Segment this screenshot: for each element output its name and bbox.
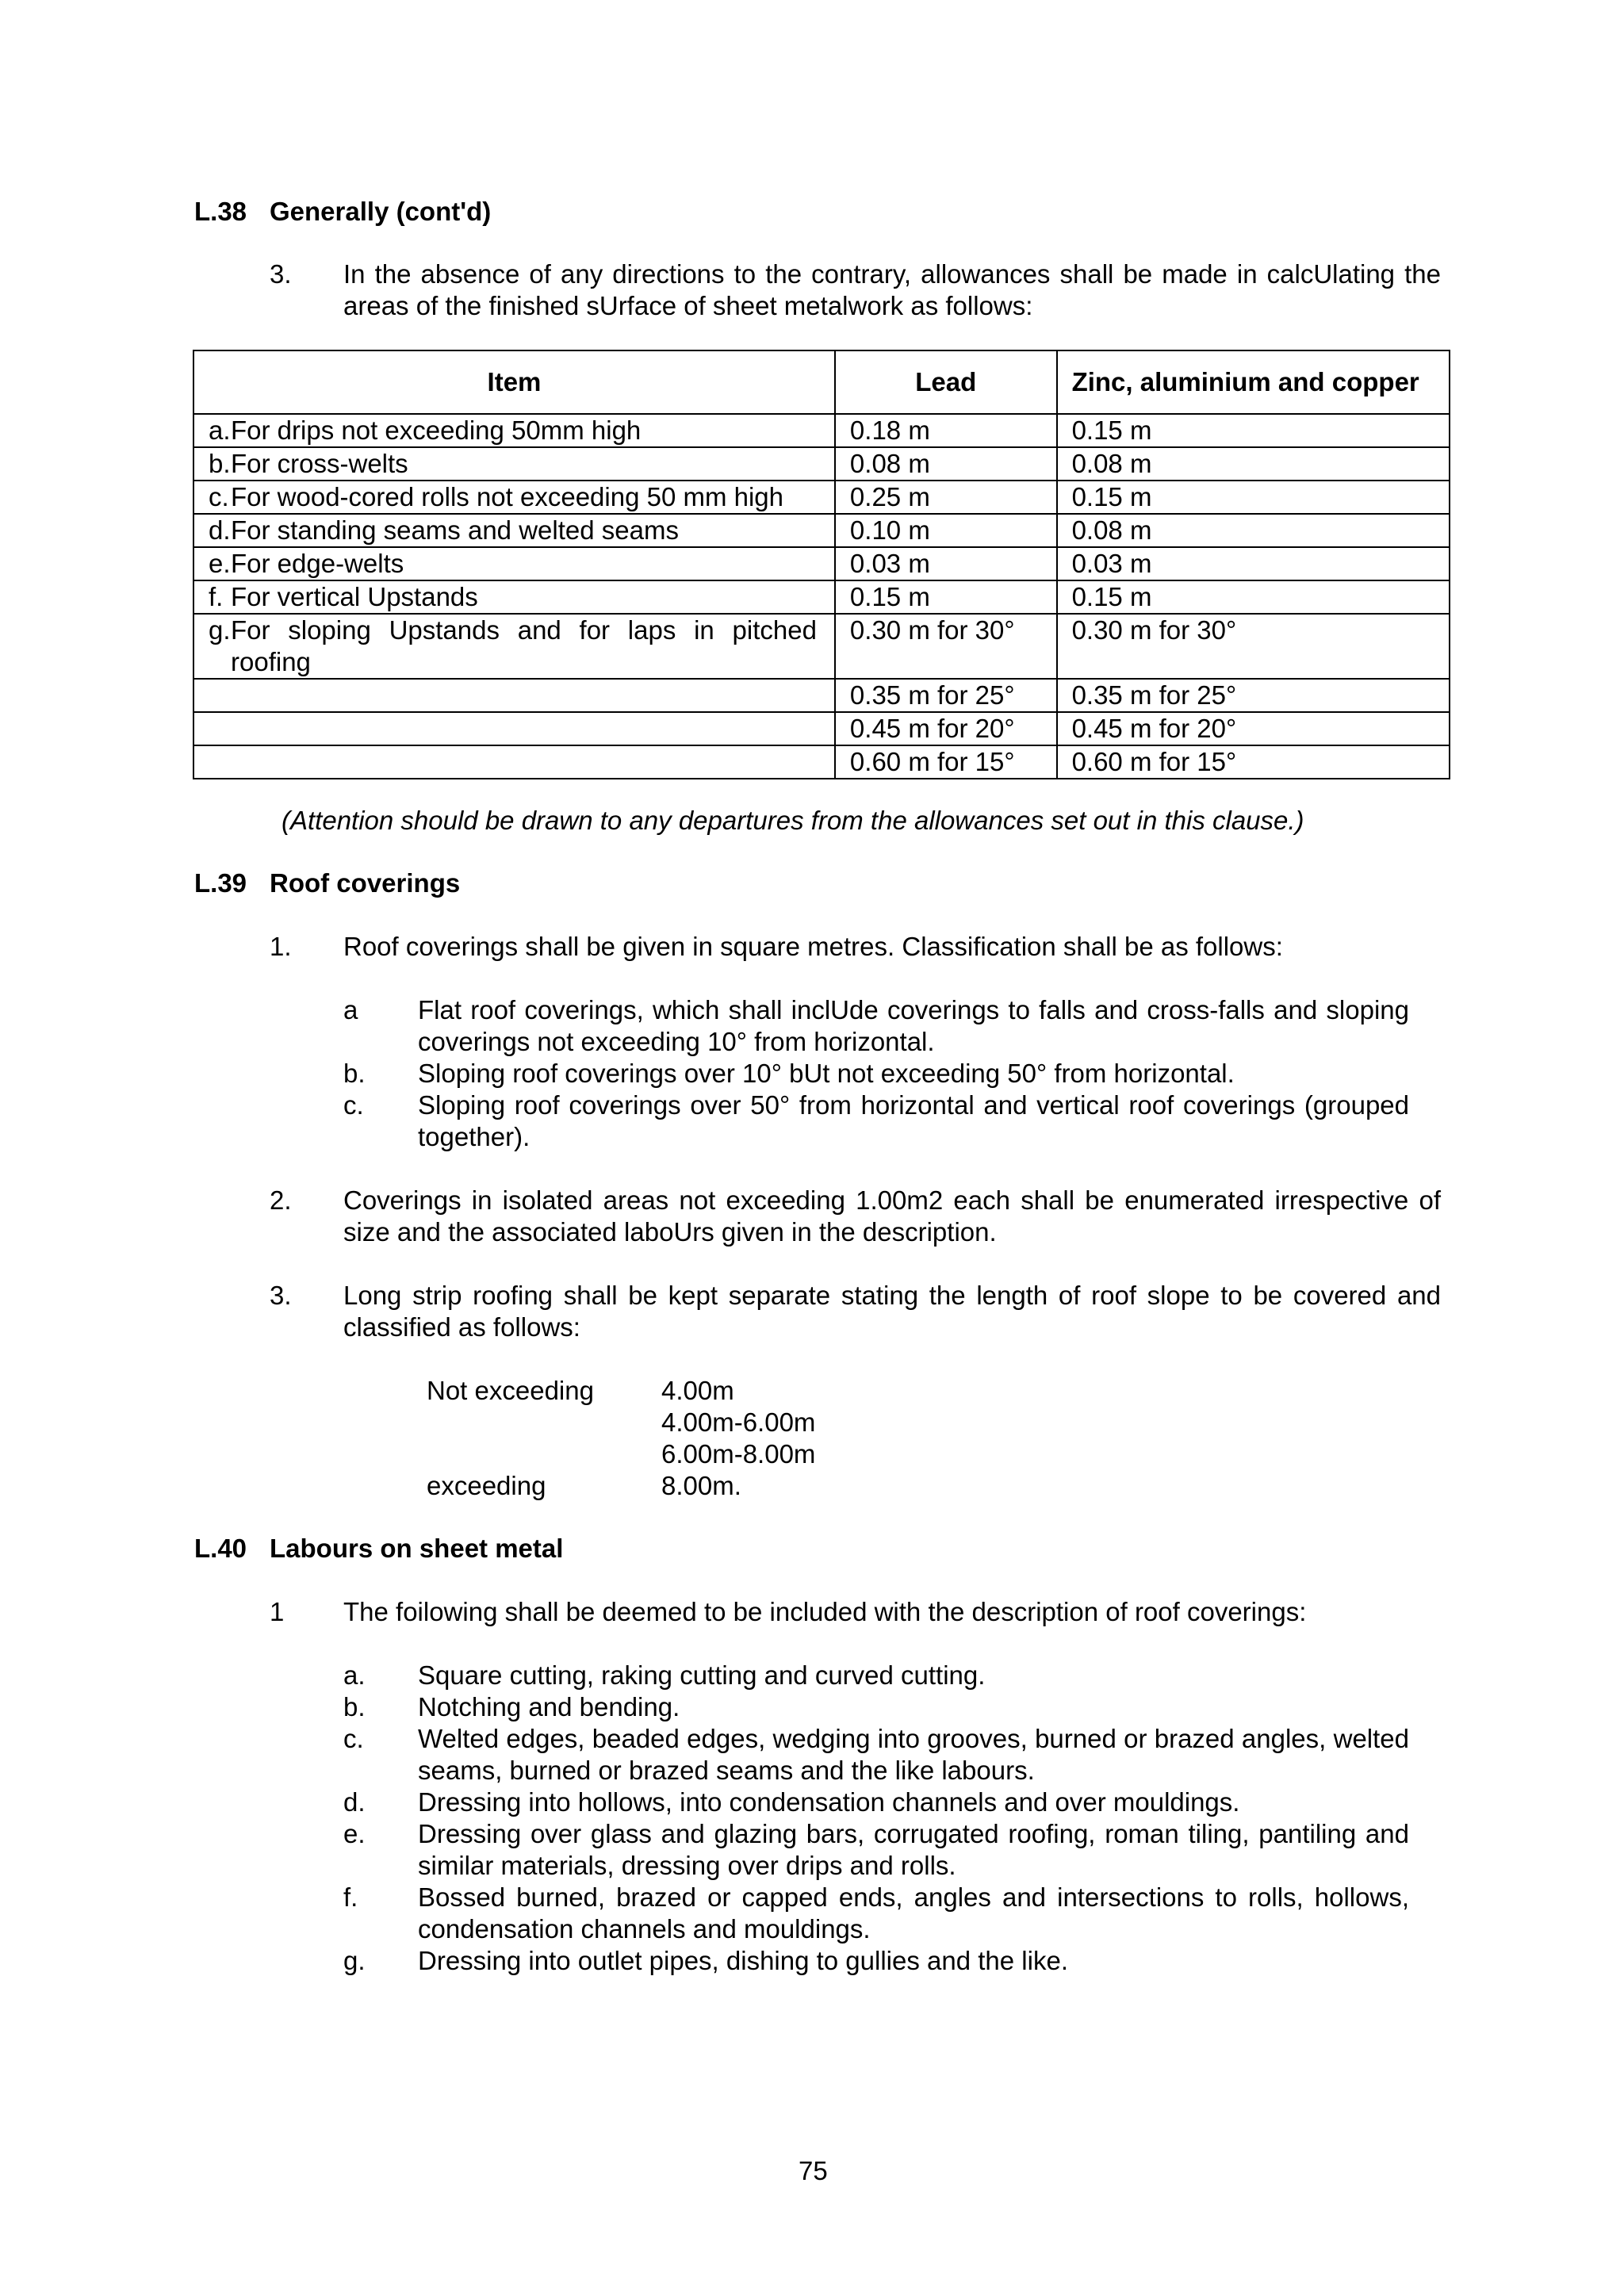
list-item-label: c. <box>343 1090 364 1120</box>
row-lead: 0.60 m for 15° <box>835 745 1057 779</box>
row-letter: f. <box>209 582 224 611</box>
row-item: For drips not exceeding 50mm high <box>231 416 642 445</box>
section-title-l39: Roof coverings <box>270 868 461 898</box>
row-letter: a. <box>209 416 231 445</box>
paragraph-text: The foilowing shall be deemed to be included with the description of roof coverings: <box>343 1597 1307 1626</box>
list-item-label: e. <box>343 1819 366 1848</box>
row-lead: 0.35 m for 25° <box>835 679 1057 712</box>
row-item: For edge-welts <box>231 549 404 578</box>
table-row <box>193 547 1450 580</box>
section-number-l39: L.39 <box>194 868 247 898</box>
list-item-text: Dressing over glass and glazing bars, corrugated roofing, roman tiling, pantiling and similar materials, dressing over drips and rolls. <box>418 1819 1409 1880</box>
paragraph-number: 3. <box>270 1281 292 1310</box>
list-item-text: Flat roof coverings, which shall inclUde coverings to falls and cross-falls and sloping coverings not exceeding 10° from horizontal. <box>418 995 1409 1056</box>
table-row <box>193 514 1450 547</box>
paragraph-number: 3. <box>270 259 292 289</box>
length-label-exceeding: exceeding <box>427 1471 546 1500</box>
list-item-text: Dressing into hollows, into condensation channels and over mouldings. <box>418 1787 1240 1817</box>
row-zinc: 0.08 m <box>1057 447 1450 481</box>
row-lead: 0.10 m <box>835 514 1057 547</box>
row-lead: 0.25 m <box>835 481 1057 514</box>
row-item: For vertical Upstands <box>231 582 478 611</box>
paragraph-text: Coverings in isolated areas not exceeding 1.00m2 each shall be enumerated irrespective of size and the associated laboUrs given in the description. <box>343 1185 1441 1247</box>
header-lead: Lead <box>835 350 1057 414</box>
list-item-label: c. <box>343 1724 364 1753</box>
row-zinc: 0.45 m for 20° <box>1057 712 1450 745</box>
row-lead: 0.30 m for 30° <box>835 614 1057 679</box>
paragraph-number: 1 <box>270 1597 285 1626</box>
list-item-label: a <box>343 995 358 1024</box>
paragraph-number: 1. <box>270 932 292 961</box>
row-letter: d. <box>209 515 231 545</box>
paragraph-number: 2. <box>270 1185 292 1215</box>
list-item-label: f. <box>343 1882 358 1912</box>
table-header-row <box>193 350 1450 414</box>
row-lead: 0.03 m <box>835 547 1057 580</box>
section-title-l38: Generally (cont'd) <box>270 197 492 226</box>
row-lead: 0.18 m <box>835 414 1057 447</box>
row-letter: c. <box>209 482 229 511</box>
table-row <box>193 580 1450 614</box>
list-item-label: a. <box>343 1660 366 1690</box>
table-row <box>193 745 1450 779</box>
length-value: 4.00m-6.00m <box>661 1407 816 1437</box>
row-zinc: 0.30 m for 30° <box>1057 614 1450 679</box>
list-item-label: b. <box>343 1059 366 1088</box>
row-zinc: 0.35 m for 25° <box>1057 679 1450 712</box>
row-item: For standing seams and welted seams <box>231 515 679 545</box>
length-value: 6.00m-8.00m <box>661 1439 816 1469</box>
row-item: For sloping Upstands and for laps in pitched roofing <box>231 615 817 676</box>
table-row <box>193 614 1450 679</box>
table-row <box>193 481 1450 514</box>
table-row <box>193 679 1450 712</box>
row-lead: 0.45 m for 20° <box>835 712 1057 745</box>
row-item: For cross-welts <box>231 449 408 478</box>
list-item-text: Bossed burned, brazed or capped ends, angles and intersections to rolls, hollows, condensation channels and mouldings. <box>418 1882 1409 1944</box>
row-zinc: 0.60 m for 15° <box>1057 745 1450 779</box>
table-row <box>193 712 1450 745</box>
paragraph-text: In the absence of any directions to the contrary, allowances shall be made in calcUlating the areas of the finished sUrface of sheet metalwork as follows: <box>343 259 1441 320</box>
row-letter: e. <box>209 549 231 578</box>
row-lead: 0.08 m <box>835 447 1057 481</box>
row-letter: b. <box>209 449 231 478</box>
paragraph-text: Long strip roofing shall be kept separate stating the length of roof slope to be covered and classified as follows: <box>343 1281 1441 1342</box>
paragraph-text: Roof coverings shall be given in square metres. Classification shall be as follows: <box>343 932 1283 961</box>
row-zinc: 0.15 m <box>1057 481 1450 514</box>
row-item: For wood-cored rolls not exceeding 50 mm high <box>231 482 784 511</box>
section-title-l40: Labours on sheet metal <box>270 1534 564 1563</box>
table-row <box>193 414 1450 447</box>
list-item-text: Dressing into outlet pipes, dishing to gullies and the like. <box>418 1946 1068 1975</box>
list-item-text: Welted edges, beaded edges, wedging into grooves, burned or brazed angles, welted seams, burned or brazed seams and the like labours. <box>418 1724 1409 1785</box>
list-item-text: Notching and bending. <box>418 1692 680 1721</box>
list-item-label: g. <box>343 1946 366 1975</box>
table-note: (Attention should be drawn to any departures from the allowances set out in this clause.) <box>282 806 1304 835</box>
row-letter: g. <box>209 615 231 645</box>
list-item-text: Sloping roof coverings over 10° bUt not exceeding 50° from horizontal. <box>418 1059 1235 1088</box>
list-item-label: d. <box>343 1787 366 1817</box>
page-number: 75 <box>799 2156 828 2185</box>
allowances-table <box>193 350 1450 779</box>
list-item-text: Sloping roof coverings over 50° from horizontal and vertical roof coverings (grouped together). <box>418 1090 1409 1151</box>
row-zinc: 0.08 m <box>1057 514 1450 547</box>
header-zinc: Zinc, aluminium and copper <box>1057 350 1450 414</box>
row-zinc: 0.03 m <box>1057 547 1450 580</box>
row-lead: 0.15 m <box>835 580 1057 614</box>
list-item-label: b. <box>343 1692 366 1721</box>
row-zinc: 0.15 m <box>1057 580 1450 614</box>
section-number-l40: L.40 <box>194 1534 247 1563</box>
row-zinc: 0.15 m <box>1057 414 1450 447</box>
length-value: 8.00m. <box>661 1471 741 1500</box>
length-label-not-exceeding: Not exceeding <box>427 1376 594 1405</box>
list-item-text: Square cutting, raking cutting and curved cutting. <box>418 1660 986 1690</box>
section-number-l38: L.38 <box>194 197 247 226</box>
length-value: 4.00m <box>661 1376 734 1405</box>
header-item: Item <box>193 350 835 414</box>
table-row <box>193 447 1450 481</box>
